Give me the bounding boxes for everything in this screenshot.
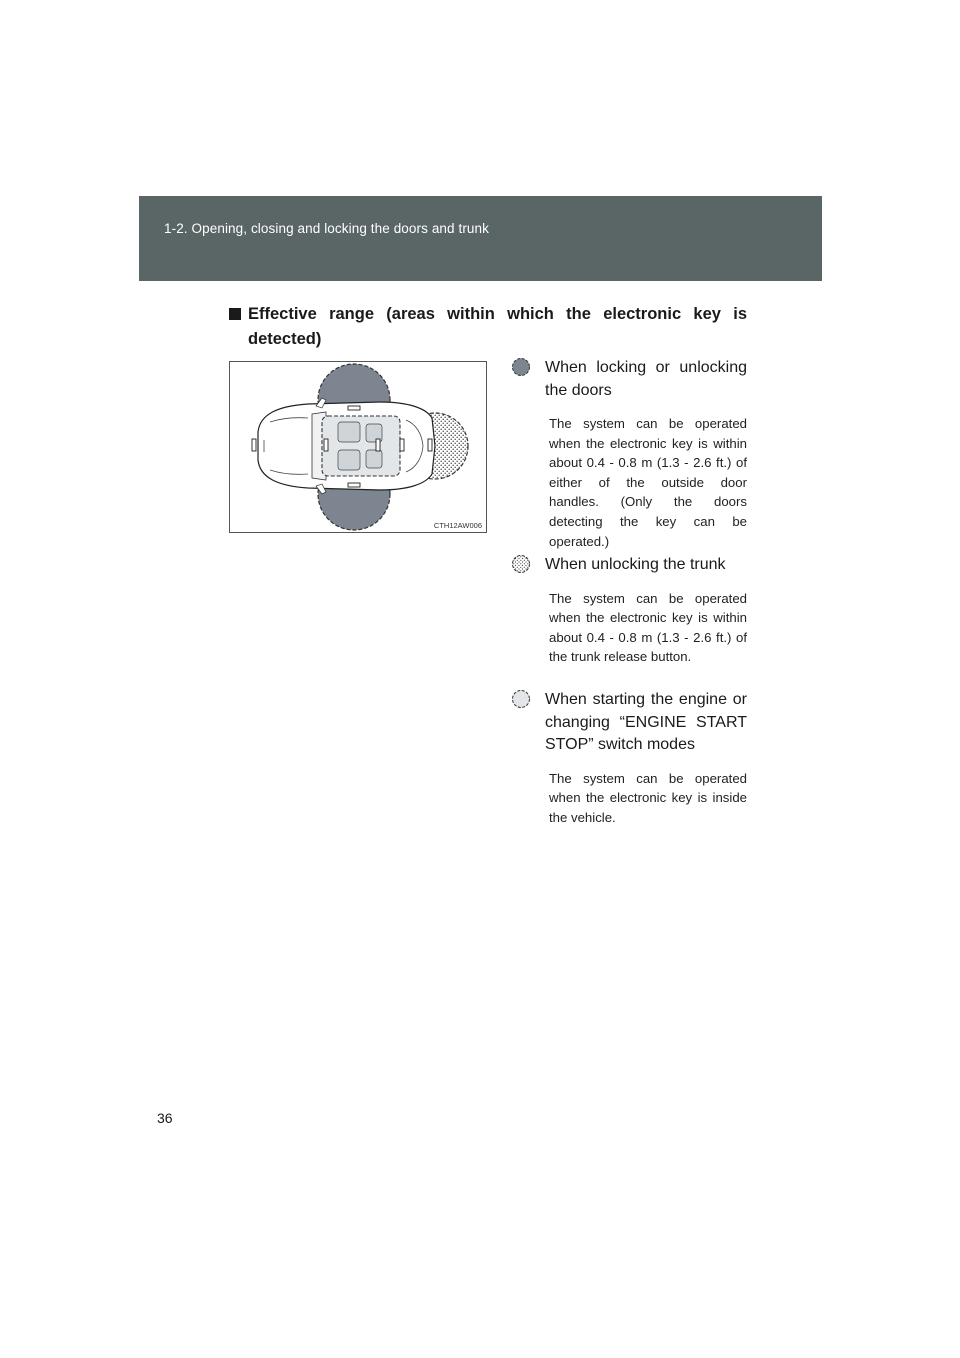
page-number: 36 — [157, 1110, 173, 1126]
antenna-lower — [348, 483, 360, 487]
section-title: 1-2. Opening, closing and locking the doors and trunk — [164, 221, 490, 236]
antenna-upper — [348, 406, 360, 410]
antenna-front — [324, 439, 328, 451]
dotted-circle-icon — [511, 554, 531, 574]
legend-item-trunk — [511, 554, 747, 667]
antenna-bumper — [252, 439, 256, 451]
figure-code: CTH12AW006 — [433, 521, 482, 530]
legend-title: When starting the engine or changing “ENGINE START STOP” switch modes — [545, 691, 747, 753]
effective-range-figure — [229, 361, 487, 533]
antenna-rear — [400, 439, 404, 451]
legend-item-doors — [511, 357, 747, 551]
heading-text: Effective range (areas within which the electronic key is detected) — [248, 305, 747, 348]
antenna-center — [376, 439, 380, 451]
cabin-zone — [322, 416, 400, 476]
legend-title: When locking or unlocking the doors — [545, 359, 747, 399]
light-circle-icon — [511, 689, 531, 709]
antenna-trunk — [428, 439, 432, 451]
header-band — [139, 196, 822, 281]
legend-description: The system can be operated when the electronic key is inside the vehicle. — [549, 770, 747, 825]
square-bullet-icon — [229, 308, 241, 320]
dark-circle-icon — [511, 357, 531, 377]
car-range-diagram — [230, 362, 486, 532]
legend-description: The system can be operated when the electronic key is within about 0.4 - 0.8 m (1.3 - 2.6 ft.) of the trunk release button. — [549, 590, 747, 665]
legend-item-engine — [511, 689, 747, 827]
section-heading — [229, 302, 747, 352]
legend-description: The system can be operated when the electronic key is within about 0.4 - 0.8 m (1.3 - 2.6 ft.) of either of the outside door handles. (Only the doors detecting the key can be operated.) — [549, 416, 747, 549]
legend-title: When unlocking the trunk — [545, 556, 726, 573]
